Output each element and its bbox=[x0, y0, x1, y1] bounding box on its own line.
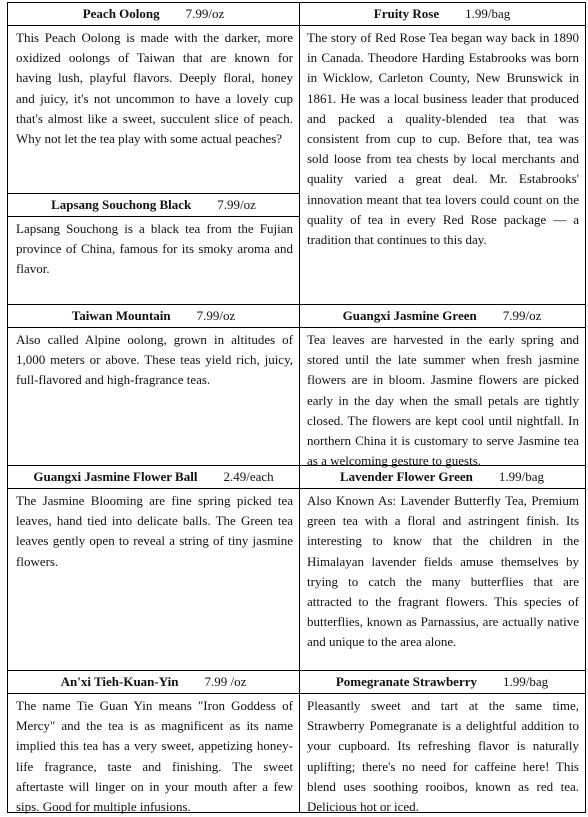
tea-entry-peach-oolong bbox=[8, 3, 299, 194]
right-column bbox=[299, 3, 585, 815]
tea-price: 7.99/oz bbox=[196, 308, 236, 323]
tea-description: The name Tie Guan Yin means "Iron Goddess of Mercy" and the tea is as magnificent as its name implied this tea has a very sweet, appetizing honey-life fragrance, taste and finishing. The sweet aftertaste will linger on in your mouth after a few sips. Good for multiple infusions. bbox=[16, 698, 293, 815]
tea-description: Lapsang Souchong is a black tea from the Fujian province of China, famous for its smoky aroma and flavor. bbox=[16, 221, 293, 277]
tea-description: Also Known As: Lavender Butterfly Tea, Premium green tea with a floral and astringent finish. Its interesting to know that the children in the Himalayan lavender fields amuse themselves by trying to catch the many butterflies that are attracted to the fragrant flowers. This species of butterflies, known as Parnassius, are actually native and unique to the area alone. bbox=[307, 493, 579, 650]
tea-entry-pomegranate-strawberry bbox=[299, 671, 585, 815]
tea-description: This Peach Oolong is made with the darker, more oxidized oolongs of Taiwan that are known for having lush, playful flavors. Deeply floral, honey and juicy, it's not uncommon to have a lovely cup that's almost like a sweet, succulent slice of peach. Why not let the tea play with some actual peaches? bbox=[16, 30, 293, 147]
tea-entry-anxi-tieh-kuan-yin bbox=[8, 671, 299, 815]
tea-price: 1.99/bag bbox=[465, 6, 511, 21]
tea-description: The Jasmine Blooming are fine spring picked tea leaves, hand tied into delicate balls. The Green tea leaves gently open to reveal a string of tiny jasmine flowers. bbox=[16, 493, 293, 569]
tea-name: Pomegranate Strawberry bbox=[335, 674, 477, 689]
tea-name: Lapsang Souchong Black bbox=[51, 197, 192, 212]
tea-price: 2.49/each bbox=[223, 469, 274, 484]
tea-price: 1.99/bag bbox=[498, 469, 544, 484]
tea-entry-fruity-rose bbox=[299, 3, 585, 305]
tea-name: Guangxi Jasmine Flower Ball bbox=[33, 469, 198, 484]
tea-name: Fruity Rose bbox=[373, 6, 440, 21]
left-column bbox=[8, 3, 300, 815]
tea-header bbox=[8, 3, 299, 26]
tea-header bbox=[299, 3, 585, 26]
tea-name: Taiwan Mountain bbox=[71, 308, 171, 323]
tea-header bbox=[299, 671, 585, 694]
tea-price: 7.99 /oz bbox=[204, 674, 247, 689]
tea-entry-lapsang-souchong bbox=[8, 194, 299, 305]
tea-entry-lavender-flower-green bbox=[299, 466, 585, 671]
tea-description: Tea leaves are harvested in the early spring and stored until the late summer when fresh jasmine flowers are in bloom. Jasmine flowers are picked early in the day when the small petals are tightly closed. The flowers are kept cool until nightfall. In northern China it is customary to serve Jasmine tea as a welcoming gesture to guests. bbox=[307, 332, 579, 469]
tea-header bbox=[8, 194, 299, 217]
tea-name: Peach Oolong bbox=[82, 6, 160, 21]
tea-description: Pleasantly sweet and tart at the same time, Strawberry Pomegranate is a delightful addition to your cupboard. Its refreshing flavor is naturally uplifting; there's no need for caffeine here! This blend uses soothing rooibos, known as red tea. Delicious hot or iced. bbox=[307, 698, 579, 815]
tea-description: Also called Alpine oolong, grown in altitudes of 1,000 meters or above. These teas yield rich, juicy, full-flavored and high-fragrance teas. bbox=[16, 332, 293, 388]
tea-name: Lavender Flower Green bbox=[339, 469, 473, 484]
tea-menu-table bbox=[7, 2, 586, 813]
tea-description: The story of Red Rose Tea began way back in 1890 in Canada. Theodore Harding Estabrooks was born in Wicklow, Carleton County, New Brunswick in 1861. He was a local business leader that produced and packed a quality-blended tea that was consistent from cup to cup. Before that, tea was sold loose from tea chests by local merchants and quality varied a great deal. Mr. Estabrooks' innovation meant that tea lovers could count on the quality of tea in every Red Rose package — a tradition that continues to this day. bbox=[307, 30, 579, 248]
tea-header bbox=[8, 466, 299, 489]
tea-price: 7.99/oz bbox=[185, 6, 225, 21]
tea-name: Guangxi Jasmine Green bbox=[342, 308, 477, 323]
tea-header bbox=[299, 466, 585, 489]
tea-entry-taiwan-mountain bbox=[8, 305, 299, 466]
tea-name: An'xi Tieh-Kuan-Yin bbox=[60, 674, 179, 689]
tea-entry-jasmine-green bbox=[299, 305, 585, 469]
tea-price: 1.99/bag bbox=[503, 674, 549, 689]
tea-price: 7.99/oz bbox=[502, 308, 542, 323]
tea-header bbox=[8, 671, 299, 694]
tea-entry-jasmine-flower-ball bbox=[8, 466, 299, 671]
tea-header bbox=[8, 305, 299, 328]
tea-price: 7.99/oz bbox=[217, 197, 256, 212]
tea-header bbox=[299, 305, 585, 328]
